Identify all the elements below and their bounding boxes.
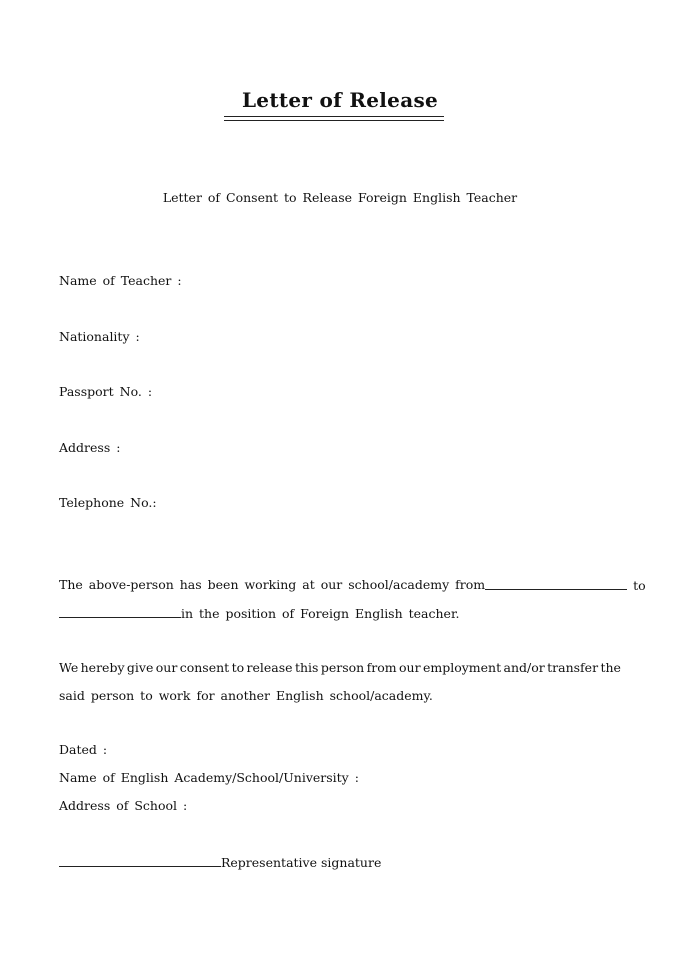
end-date-blank	[59, 605, 181, 618]
employment-paragraph-line-1	[59, 577, 646, 593]
signature-blank	[59, 854, 221, 867]
employment-text-end: in the position of Foreign English teacher.	[181, 606, 460, 621]
employment-dates-group	[485, 577, 646, 593]
consent-text-1: We hereby give our consent to release this person from our employment and/or transfer the	[59, 660, 621, 675]
address-label: Address :	[59, 440, 121, 455]
school-address-label: Address of School :	[59, 798, 188, 813]
academy-name-label: Name of English Academy/School/University :	[59, 770, 359, 785]
title-double-underline	[224, 120, 444, 121]
employment-text-start: The above-person has been working at our school/academy from	[59, 577, 486, 592]
to-word: to	[633, 578, 646, 593]
consent-text-2: said person to work for another English school/academy.	[59, 688, 433, 703]
document-subtitle: Letter of Consent to Release Foreign English Teacher	[162, 190, 518, 205]
document-title: Letter of Release	[241, 88, 439, 112]
teacher-name-label: Name of Teacher :	[59, 273, 182, 288]
signature-label: Representative signature	[221, 855, 382, 870]
consent-paragraph-line-2	[59, 688, 621, 703]
signature-line	[59, 854, 381, 870]
dated-label: Dated :	[59, 742, 108, 757]
employment-paragraph-line-2	[59, 605, 621, 621]
title-underline	[224, 116, 444, 117]
nationality-label: Nationality :	[59, 329, 140, 344]
consent-paragraph-line-1	[59, 660, 621, 675]
telephone-label: Telephone No.:	[59, 495, 157, 510]
passport-label: Passport No. :	[59, 384, 153, 399]
start-date-blank	[485, 577, 627, 590]
